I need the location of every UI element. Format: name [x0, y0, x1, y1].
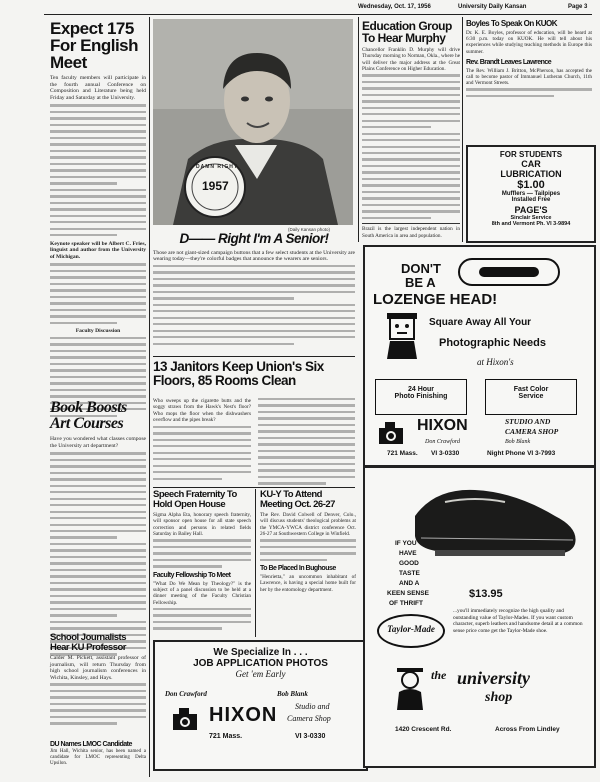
pages-line5: Installed Free	[511, 197, 551, 203]
hixon2-studio: Studio and	[295, 702, 330, 711]
headline-senior: D—— Right I'm A Senior!	[179, 231, 329, 246]
taylor-keen-sense: KEEN SENSE	[387, 590, 429, 597]
school-journalists-lead: Calder M. Pickett, assistant professor of journalism, will return Thursday from high school journalism conferences in Wichita, Kinsley, and Hays.	[50, 655, 146, 681]
headline-janitors: 13 Janitors Keep Union's Six Floors, 85 Rooms Clean	[153, 359, 324, 388]
senior-story	[153, 232, 355, 349]
ad-fast-color: Fast Color	[513, 386, 549, 393]
speech-lead: Sigma Alpha Eta, honorary speech fraternity, will sponsor open house for all state speech correction and persons in related fields Saturday in Bailey Hall.	[153, 512, 251, 537]
pages-station: Sinclair Service	[510, 215, 552, 221]
taylor-have: HAVE	[399, 550, 417, 557]
hixon2-camera: Camera Shop	[287, 714, 331, 723]
taylor-if-you: IF YOU	[395, 540, 417, 547]
hixon2-phone: VI 3-0330	[295, 733, 326, 740]
hixon2-addr: 721 Mass.	[209, 733, 243, 740]
hixon2-name: HIXON	[209, 704, 278, 726]
hixon-job-photos-ad	[153, 640, 368, 771]
speech-top-rule	[153, 487, 355, 488]
book-boosts-story	[50, 400, 146, 660]
photo-finishing-box	[375, 379, 467, 415]
issue-date: Wednesday, Oct. 17, 1956	[358, 4, 431, 10]
headline-brandt: Rev. Brandt Leaves Lawrence	[466, 58, 552, 66]
column-rule-1	[149, 17, 150, 777]
school-journalists-body	[50, 683, 146, 724]
university-shop-ad	[363, 466, 596, 768]
ad-square-away: Square Away All Your	[429, 317, 532, 328]
headline-speech: Speech Fraternity To Hold Open House	[153, 489, 237, 510]
pages-line4: Mufflers — Tailpipes	[501, 191, 561, 197]
ad-photo-finishing: Photo Finishing	[394, 393, 448, 400]
ad-phone: VI 3-0330	[431, 450, 460, 457]
kuy-story	[260, 490, 356, 593]
pages-addr: 8th and Vermont Ph. VI 3-9894	[491, 221, 571, 227]
pages-line1: FOR STUDENTS	[499, 150, 563, 159]
education-body	[362, 74, 460, 219]
column-rule-3	[462, 17, 463, 242]
janitors-col-b	[258, 398, 355, 489]
uni-across: Across From Lindley	[495, 726, 560, 733]
taylor-and-a: AND A	[399, 580, 420, 587]
pages-name: PAGE'S	[514, 205, 548, 215]
ad-night-phone: Night Phone VI 3-7993	[487, 450, 556, 457]
headline-bughouse: To Be Placed In Bughouse	[260, 565, 336, 573]
hixon2-line2: JOB APPLICATION PHOTOS	[193, 658, 328, 669]
headline-du-names: DU Names LMOC Candidate	[50, 741, 132, 748]
hixon2-don: Don Crawford	[165, 690, 207, 698]
kuy-body	[260, 539, 356, 561]
keynote-subhead: Keynote speaker will be Albert C. Fries, linguist and author from the University of Michigan.	[50, 240, 146, 260]
headline-english-meet: Expect 175 For English Meet	[50, 19, 138, 72]
english-meet-body-2	[50, 263, 146, 324]
uni-the: the	[431, 668, 447, 682]
janitors-body-b	[258, 398, 355, 485]
ad-bob-blank: Bob Blank	[505, 439, 531, 445]
janitors-lead: Who sweeps up the cigarette butts and the soggy straws from the Hawk's Nest's floor? Who mops the floor when the dishwashers overflow and the pipes break?	[153, 398, 251, 424]
fellowship-body	[153, 608, 251, 630]
education-lead: Chancellor Franklin D. Murphy will drive Thursday morning to Norman, Okla., where he will deliver the major address at the Great Plains Conference on Higher Education.	[362, 47, 460, 72]
hixon2-line1: We Specialize In . . .	[213, 647, 308, 658]
ad-photographic: Photographic Needs	[439, 337, 546, 349]
ad-24-hour: 24 Hour	[407, 386, 435, 393]
camera-icon	[377, 419, 407, 447]
brandt-lead: The Rev. William J. Britton, McPherson, has accepted the call to become pastor of Immanuel Lutheran Church, 11th and Vermont Streets.	[466, 67, 592, 87]
paper-name: University Daily Kansan	[458, 4, 527, 10]
ad-don-crawford: Don Crawford	[425, 439, 460, 445]
square-head-man-icon	[385, 311, 419, 361]
speech-story	[153, 490, 251, 634]
janitors-story	[153, 360, 355, 387]
headline-kuy: KU-Y To Attend Meeting Oct. 26-27	[260, 489, 335, 510]
pages-line2: CAR	[521, 159, 541, 169]
ad-address: 721 Mass.	[387, 450, 418, 457]
kuy-lead: The Rev. David Colwell of Denver, Colo., will discuss students' theological problems at the YMCA-YWCA district conference Oct. 26-27 at Southwestern College in Winfield.	[260, 512, 356, 537]
ad-at-hixons: at Hixon's	[477, 357, 514, 367]
page-number: Page 3	[568, 4, 588, 10]
fast-color-box	[485, 379, 577, 415]
janitors-body-a	[153, 426, 251, 480]
english-meet-lead: Ten faculty members will participate in the fourth annual Conference on Composition and Literature being held Friday and Saturday at the University.	[50, 75, 146, 101]
ad-service: Service	[518, 393, 544, 400]
uni-shop: shop	[485, 690, 513, 705]
janitors-col-a	[153, 398, 251, 484]
ad-studio-and: STUDIO AND	[505, 417, 551, 426]
taylor-good: GOOD	[399, 560, 419, 567]
student-portrait	[153, 19, 353, 225]
education-story	[362, 20, 460, 239]
taylor-thrift: OF THRIFT	[389, 600, 423, 607]
masthead-rule	[44, 14, 592, 15]
ad-hixon-name: HIXON	[417, 417, 468, 434]
speech-body	[153, 539, 251, 567]
janitors-top-rule	[153, 356, 355, 357]
column-rule-2	[358, 17, 359, 242]
pages-sinclair-ad	[466, 145, 596, 243]
senior-lead: Those are not giant-sized campaign buttons that a few select students at the University are wearing today—they're colorful badges that announce the wearers are seniors.	[153, 249, 355, 263]
taylor-price: $13.95	[469, 588, 503, 600]
headline-boyles: Boyles To Speak On KUOK	[466, 19, 558, 28]
pages-price: $1.00	[517, 179, 545, 191]
taylor-copy: ...you'll immediately recognize the high quality and outstanding value of Taylor-Mades. If you want custom character, superb leathers and handsome detail at a common sense price come get the Taylor-Made shoe.	[453, 608, 583, 634]
headline-book-boosts: Book Boosts Art Courses	[50, 399, 127, 432]
book-boosts-body	[50, 452, 146, 655]
taylor-made-brand: Taylor-Made	[387, 624, 435, 634]
photo-credit: (Daily Kansan photo)	[288, 227, 331, 232]
ad-dont: DON'T	[401, 261, 441, 276]
uni-name: university	[457, 668, 531, 688]
hixon2-line3: Get 'em Early	[235, 669, 286, 679]
ad-camera-shop: CAMERA SHOP	[505, 427, 559, 436]
school-journalists-story	[50, 633, 146, 729]
bughouse-lead: "Henrietta," an uncommon inhabitant of Lawrence, is having a special home built for her by the entomology department.	[260, 574, 356, 593]
taylor-taste: TASTE	[399, 570, 420, 577]
english-meet-story	[50, 20, 146, 421]
headline-education: Education Group To Hear Murphy	[362, 19, 452, 45]
lozenge-icon	[457, 255, 561, 289]
du-names-story	[50, 741, 146, 767]
brazil-filler: Brazil is the largest independent nation in South America in area and population.	[362, 223, 460, 239]
senior-button-ring-text: DAMN RIGHT	[196, 164, 238, 170]
ad-be-a: BE A	[405, 275, 436, 290]
hixon2-bob: Bob Blank	[277, 690, 308, 698]
english-meet-body	[50, 104, 146, 236]
du-names-lead: Jim Hall, Wichita senior, has been named a candidate for LMOC representing Delta Upsilon.	[50, 749, 146, 766]
pages-line3: LUBRICATION	[500, 169, 562, 179]
senior-photo	[153, 19, 353, 225]
brandt-body	[466, 88, 592, 97]
senior-button-year: 1957	[202, 179, 229, 193]
taylor-made-logo	[377, 614, 445, 648]
boyles-story	[466, 20, 592, 101]
fellowship-lead: "What Do We Mean by Theology?" is the subject of a panel discussion to be held at a dinner meeting of the Faculty Christian Fellowship.	[153, 580, 251, 606]
headline-faculty-fellowship: Faculty Fellowship To Meet	[153, 571, 231, 579]
camera-icon	[169, 702, 203, 736]
book-boosts-lead: Have you wondered what classes compose the University art department?	[50, 436, 146, 449]
senior-body	[153, 265, 355, 345]
column-rule-speech	[255, 489, 256, 637]
faculty-discussion-subhead: Faculty Discussion	[75, 328, 121, 335]
graduate-mascot-icon	[393, 666, 427, 712]
hixon-lozenge-ad	[363, 245, 596, 467]
headline-school-journalists: School Journalists Hear KU Professor	[50, 632, 126, 653]
uni-address: 1420 Crescent Rd.	[395, 726, 452, 733]
ad-lozenge-head: LOZENGE HEAD!	[373, 291, 498, 308]
shoe-icon	[405, 476, 585, 566]
boyles-lead: Dr. K. E. Boyles, professor of education, will be heard at 6:30 p.m. today on KUOK. He will tell about his experiences while studying teaching methods in Europe this summer.	[466, 30, 592, 55]
